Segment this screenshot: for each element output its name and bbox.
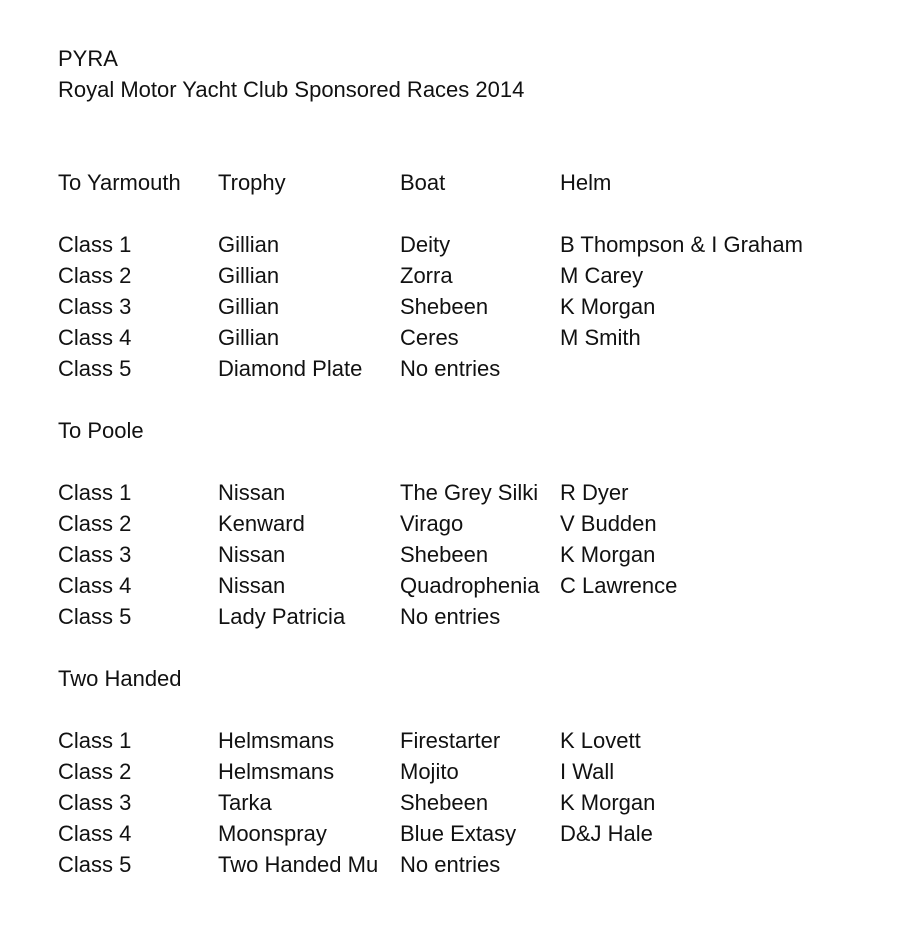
column-header-row <box>58 167 898 198</box>
trophy-cell: Lady Patricia <box>218 604 346 629</box>
table-row <box>58 477 898 508</box>
document <box>58 43 898 880</box>
boat-cell: The Grey Silki <box>400 480 539 505</box>
section-heading-two-handed <box>58 663 898 694</box>
class-cell: Class 5 <box>58 852 132 877</box>
trophy-cell: Gillian <box>218 232 280 257</box>
helm-cell: V Budden <box>560 511 657 536</box>
trophy-cell: Moonspray <box>218 821 327 846</box>
table-row <box>58 229 898 260</box>
helm-cell: I Wall <box>560 759 615 784</box>
boat-cell: Firestarter <box>400 728 501 753</box>
table-row <box>58 260 898 291</box>
boat-cell: Zorra <box>400 263 453 288</box>
trophy-cell: Gillian <box>218 263 280 288</box>
trophy-cell: Nissan <box>218 573 286 598</box>
trophy-cell: Nissan <box>218 542 286 567</box>
boat-cell: No entries <box>400 604 501 629</box>
helm-cell: K Morgan <box>560 294 656 319</box>
helm-cell: R Dyer <box>560 480 629 505</box>
document-title: Royal Motor Yacht Club Sponsored Races 2014 <box>58 77 525 102</box>
class-cell: Class 3 <box>58 790 132 815</box>
helm-cell: M Smith <box>560 325 641 350</box>
org-name: PYRA <box>58 46 118 71</box>
helm-cell <box>560 353 898 384</box>
helm-cell: M Carey <box>560 263 644 288</box>
helm-cell: K Lovett <box>560 728 641 753</box>
helm-cell: C Lawrence <box>560 573 678 598</box>
trophy-cell: Gillian <box>218 294 280 319</box>
helm-cell: D&J Hale <box>560 821 653 846</box>
table-row <box>58 818 898 849</box>
boat-cell: Shebeen <box>400 542 489 567</box>
class-cell: Class 1 <box>58 480 132 505</box>
class-cell: Class 4 <box>58 325 132 350</box>
section-heading-poole <box>58 415 898 446</box>
trophy-cell: Tarka <box>218 790 272 815</box>
class-cell: Class 2 <box>58 759 132 784</box>
boat-cell: No entries <box>400 356 501 381</box>
helm-cell <box>560 849 898 880</box>
column-header-trophy: Trophy <box>218 170 286 195</box>
table-row <box>58 322 898 353</box>
helm-cell: K Morgan <box>560 790 656 815</box>
boat-cell: Virago <box>400 511 464 536</box>
trophy-cell: Gillian <box>218 325 280 350</box>
table-row <box>58 570 898 601</box>
class-cell: Class 3 <box>58 294 132 319</box>
section-heading: To Poole <box>58 418 144 443</box>
class-cell: Class 1 <box>58 728 132 753</box>
table-row <box>58 849 898 880</box>
boat-cell: Blue Extasy <box>400 821 517 846</box>
boat-cell: Ceres <box>400 325 459 350</box>
class-cell: Class 4 <box>58 821 132 846</box>
class-cell: Class 2 <box>58 263 132 288</box>
boat-cell: Mojito <box>400 759 459 784</box>
boat-cell: Deity <box>400 232 451 257</box>
table-row <box>58 291 898 322</box>
section-heading: Two Handed <box>58 666 182 691</box>
helm-cell: K Morgan <box>560 542 656 567</box>
table-row <box>58 508 898 539</box>
class-cell: Class 5 <box>58 356 132 381</box>
class-cell: Class 4 <box>58 573 132 598</box>
class-cell: Class 3 <box>58 542 132 567</box>
trophy-cell: Nissan <box>218 480 286 505</box>
boat-cell: Shebeen <box>400 294 489 319</box>
trophy-cell: Diamond Plate <box>218 356 363 381</box>
table-row <box>58 725 898 756</box>
table-row <box>58 601 898 632</box>
helm-cell <box>560 601 898 632</box>
boat-cell: Quadrophenia <box>400 573 540 598</box>
helm-cell: B Thompson & I Graham <box>560 232 803 257</box>
class-cell: Class 1 <box>58 232 132 257</box>
trophy-cell: Kenward <box>218 511 305 536</box>
column-header-helm: Helm <box>560 170 612 195</box>
trophy-cell: Two Handed Mu <box>218 852 379 877</box>
table-row <box>58 787 898 818</box>
class-cell: Class 2 <box>58 511 132 536</box>
boat-cell: No entries <box>400 852 501 877</box>
table-row <box>58 353 898 384</box>
table-row <box>58 756 898 787</box>
trophy-cell: Helmsmans <box>218 728 335 753</box>
column-header-boat: Boat <box>400 170 446 195</box>
column-header-race: To Yarmouth <box>58 170 181 195</box>
table-row <box>58 539 898 570</box>
trophy-cell: Helmsmans <box>218 759 335 784</box>
class-cell: Class 5 <box>58 604 132 629</box>
boat-cell: Shebeen <box>400 790 489 815</box>
